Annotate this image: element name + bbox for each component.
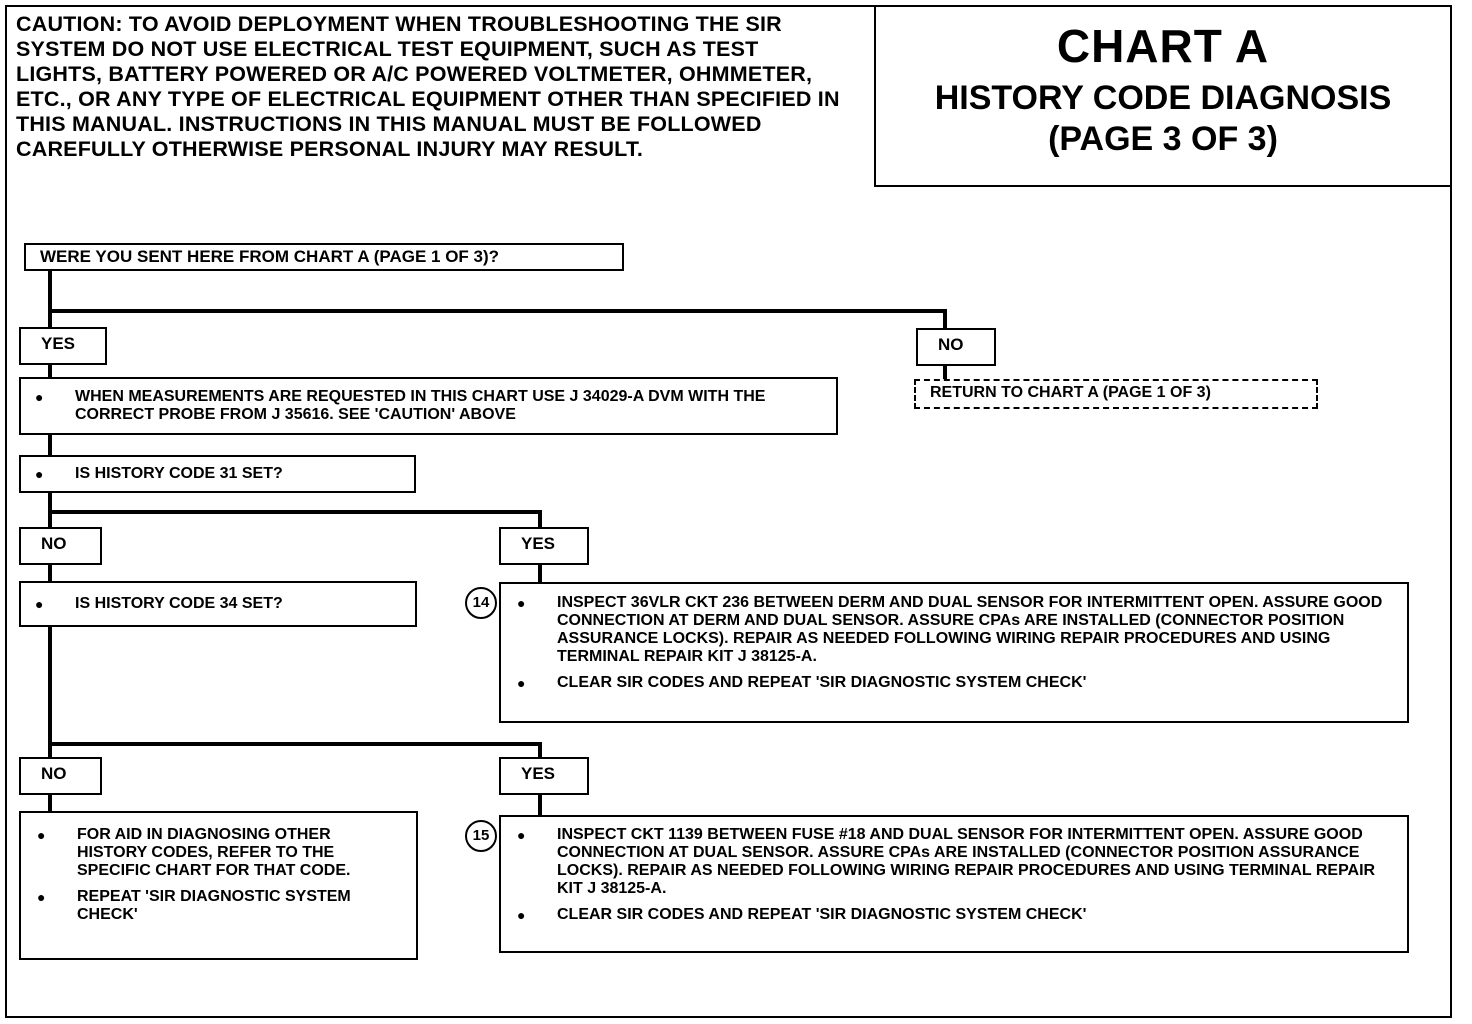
chart-title: CHART A: [1056, 20, 1270, 72]
step-15-number: 15: [465, 820, 497, 852]
chart-subtitle: HISTORY CODE DIAGNOSIS: [934, 79, 1392, 117]
no-box-2: [19, 527, 102, 565]
other-codes-text-a: ● FOR AID IN DIAGNOSING OTHER HISTORY CODES, REFER TO THE SPECIFIC CHART FOR THAT CODE.: [21, 826, 390, 880]
step-15-box: [499, 815, 1409, 953]
step-14-text-b: ● CLEAR SIR CODES AND REPEAT 'SIR DIAGNOSTIC SYSTEM CHECK': [501, 674, 1383, 692]
no-label-1: NO: [938, 335, 964, 354]
measure-note: ● WHEN MEASUREMENTS ARE REQUESTED IN THIS CHART USE J 34029-A DVM WITH THE CORRECT PROBE FROM J 35616. SEE 'CAUTION' ABOVE: [21, 388, 806, 424]
step-15-text-b: ● CLEAR SIR CODES AND REPEAT 'SIR DIAGNOSTIC SYSTEM CHECK': [501, 906, 1383, 924]
measure-note-box: [19, 377, 838, 435]
q34-box: [19, 581, 417, 627]
yes-label-1: YES: [41, 334, 76, 353]
chart-page: (PAGE 3 OF 3): [1048, 120, 1278, 158]
step-14-text-a: ● INSPECT 36VLR CKT 236 BETWEEN DERM AND DUAL SENSOR FOR INTERMITTENT OPEN. ASSURE GOOD CONNECTION AT DERM AND DUAL SENSOR. ASSURE CPAs ARE INSTALLED (CONNECTOR POSITION ASSURANCE LOCKS). REPAIR AS NEEDED FOLLOWING WIRING REPAIR PROCEDURES AND USING TERMINAL REPAIR KIT J 38125-A.: [501, 594, 1383, 666]
no-box-3: [19, 757, 102, 795]
start-question-box: [24, 243, 624, 271]
step-14-number: 14: [465, 587, 497, 619]
return-text: RETURN TO CHART A (PAGE 1 OF 3): [930, 384, 1211, 401]
caution-text: CAUTION: TO AVOID DEPLOYMENT WHEN TROUBLESHOOTING THE SIR SYSTEM DO NOT USE ELECTRICAL TEST EQUIPMENT, SUCH AS TEST LIGHTS, BATTERY POWERED OR A/C POWERED VOLTMETER, OHMMETER, ETC., OR ANY TYPE OF ELECTRICAL EQUIPMENT OTHER THAN SPECIFIED IN THIS MANUAL. INSTRUCTIONS IN THIS MANUAL MUST BE FOLLOWED CAREFULLY OTHERWISE PERSONAL INJURY MAY RESULT.: [16, 12, 840, 161]
yes-label-2: YES: [521, 534, 556, 553]
other-codes-text-b: ● REPEAT 'SIR DIAGNOSTIC SYSTEM CHECK': [21, 888, 390, 924]
other-codes-box: [19, 811, 418, 960]
q31-box: [19, 455, 416, 493]
yes-box-1: [19, 327, 107, 365]
yes-box-2: [499, 527, 589, 565]
step-14-box: [499, 582, 1409, 723]
step-15-text-a: ● INSPECT CKT 1139 BETWEEN FUSE #18 AND DUAL SENSOR FOR INTERMITTENT OPEN. ASSURE GOOD CONNECTION AT DUAL SENSOR. ASSURE CPAs ARE INSTALLED (CONNECTOR POSITION ASSURANCE LOCKS). REPAIR AS NEEDED FOLLOWING WIRING REPAIR PROCEDURES AND USING TERMINAL REPAIR KIT J 38125-A.: [501, 826, 1383, 898]
q34-question: ● IS HISTORY CODE 34 SET?: [21, 595, 415, 613]
yes-box-3: [499, 757, 589, 795]
start-question: WERE YOU SENT HERE FROM CHART A (PAGE 1 OF 3)?: [40, 247, 500, 266]
no-box-1: [916, 328, 996, 366]
no-label-3: NO: [41, 764, 67, 783]
q31-question: ● IS HISTORY CODE 31 SET?: [21, 465, 414, 483]
yes-label-3: YES: [521, 764, 556, 783]
no-label-2: NO: [41, 534, 67, 553]
return-box: [914, 379, 1318, 409]
